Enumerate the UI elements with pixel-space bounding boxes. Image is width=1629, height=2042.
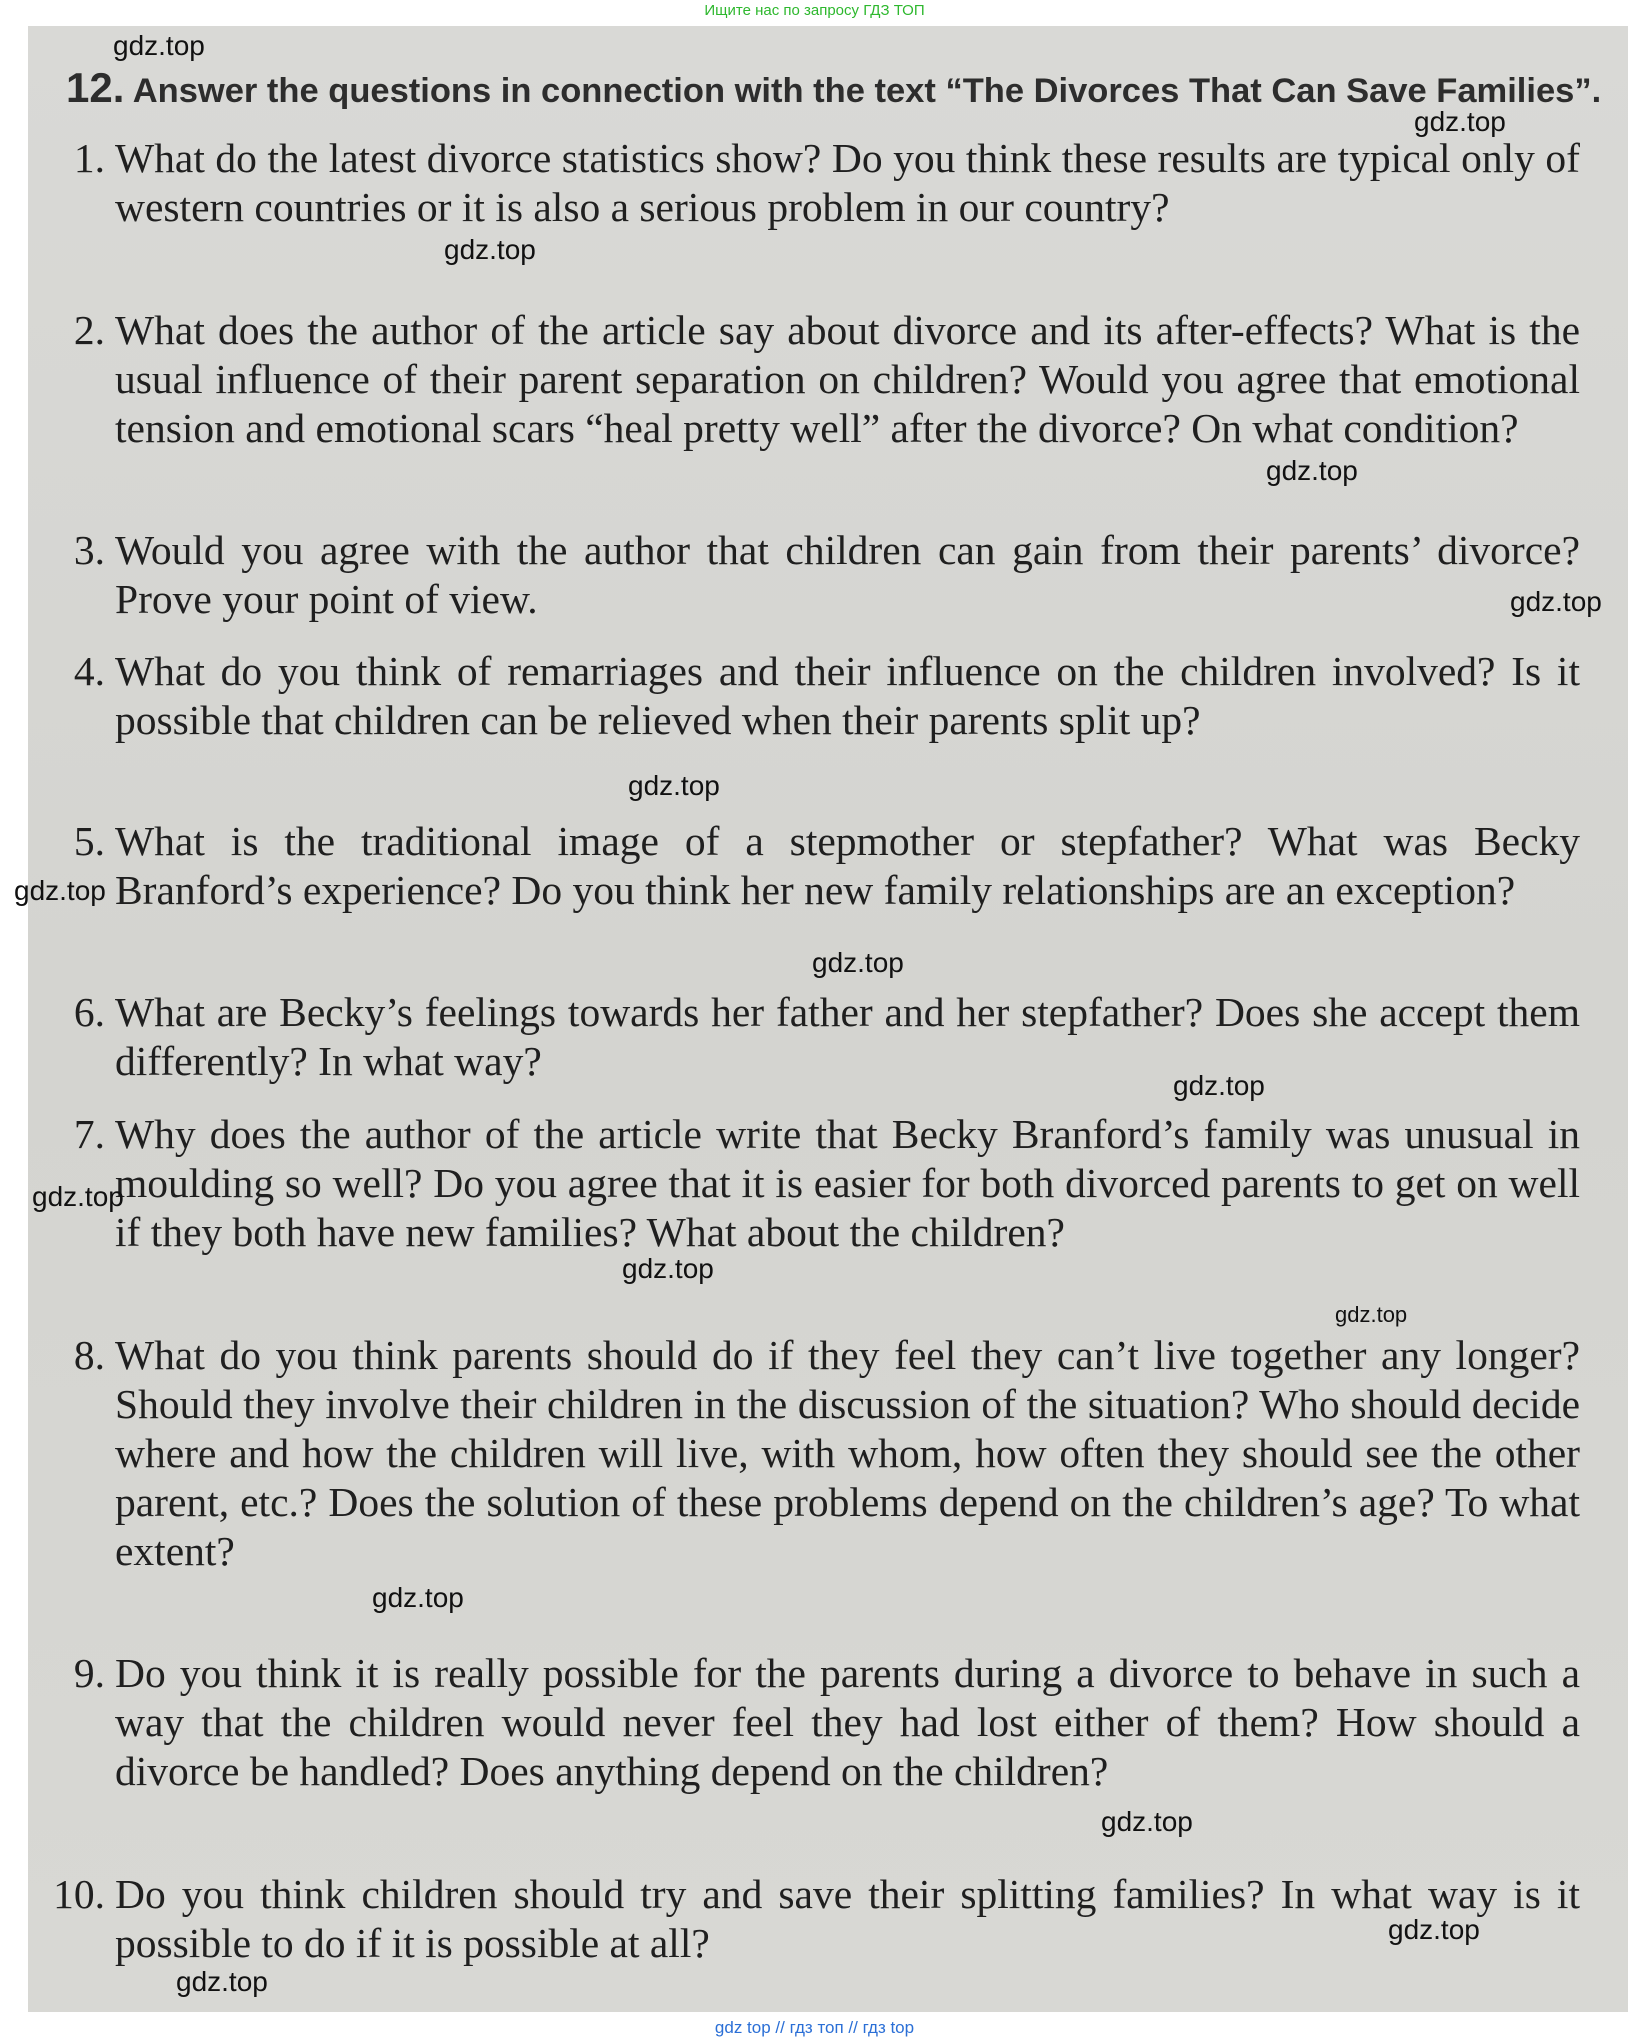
exercise-title: Answer the questions in connection with the text “The Divorces That Can Save Families”. <box>132 72 1602 110</box>
question-10 <box>53 1870 1580 1968</box>
question-number: 2. <box>73 307 105 353</box>
watermark: gdz.top <box>14 875 106 906</box>
watermark: gdz.top <box>812 947 904 978</box>
question-number: 1. <box>73 135 105 181</box>
question-text: What does the author of the article say about divorce and its after-effects? What is the usual influence of their parent separation on children? Would you agree that emotional tension and emotional scars “heal pretty well” after the divorce? On what condition? <box>115 307 1580 451</box>
question-number: 3. <box>73 527 105 573</box>
question-number: 7. <box>73 1111 105 1157</box>
watermark: gdz.top <box>113 30 205 61</box>
question-number: 8. <box>73 1332 105 1378</box>
question-number: 4. <box>73 648 105 694</box>
question-text: Would you agree with the author that children can gain from their parents’ divorce? Prove your point of view. <box>115 527 1580 622</box>
top-banner[interactable]: Ищите нас по запросу ГДЗ ТОП <box>704 2 925 19</box>
watermark: gdz.top <box>622 1253 714 1284</box>
watermark: gdz.top <box>1414 106 1506 137</box>
watermark: gdz.top <box>444 234 536 265</box>
question-number: 5. <box>73 818 105 864</box>
watermark: gdz.top <box>1388 1914 1480 1945</box>
watermark: gdz.top <box>1335 1302 1408 1327</box>
question-text: Do you think children should try and save their splitting families? In what way is it possible to do if it is possible at all? <box>115 1871 1580 1966</box>
question-text: What do you think parents should do if they feel they can’t live together any longer? Should they involve their children in the discussion of the situation? Who should decide where and how the children will live, with whom, how often they should see the other parent, etc.? Does the solution of these problems depend on the children’s age? To what extent? <box>115 1332 1580 1574</box>
watermark: gdz.top <box>1101 1806 1193 1837</box>
question-text: What do you think of remarriages and their influence on the children involved? Is it possible that children can be relieved when their parents split up? <box>115 648 1580 743</box>
question-4 <box>73 647 1580 745</box>
watermark: gdz.top <box>628 770 720 801</box>
question-text: What are Becky’s feelings towards her father and her stepfather? Does she accept them differently? In what way? <box>115 989 1580 1084</box>
question-5 <box>73 817 1580 915</box>
exercise-number: 12. <box>66 64 125 111</box>
watermark: gdz.top <box>1510 586 1602 617</box>
watermark: gdz.top <box>372 1582 464 1613</box>
question-6 <box>73 988 1580 1086</box>
question-text: What is the traditional image of a stepmother or stepfather? What was Becky Branford’s experience? Do you think her new family relationships are an exception? <box>115 818 1580 913</box>
question-3 <box>73 526 1580 624</box>
question-text: What do the latest divorce statistics show? Do you think these results are typical only of western countries or it is also a serious problem in our country? <box>115 135 1580 230</box>
question-9 <box>73 1649 1580 1796</box>
question-8 <box>73 1331 1580 1576</box>
question-2 <box>73 306 1580 453</box>
question-1 <box>73 134 1580 232</box>
watermark: gdz.top <box>1173 1070 1265 1101</box>
exercise-heading <box>66 64 1602 115</box>
question-number: 10. <box>53 1871 105 1917</box>
question-number: 9. <box>73 1650 105 1696</box>
watermark: gdz.top <box>32 1181 124 1212</box>
question-text: Do you think it is really possible for the parents during a divorce to behave in such a way that the children would never feel they had lost either of them? How should a divorce be handled? Does anything depend on the children? <box>115 1650 1580 1794</box>
watermark: gdz.top <box>176 1966 268 1997</box>
question-number: 6. <box>73 989 105 1035</box>
bottom-banner[interactable]: gdz top // гдз топ // гдз top <box>0 2014 1629 2042</box>
watermark: gdz.top <box>1266 455 1358 486</box>
question-text: Why does the author of the article write that Becky Branford’s family was unusual in moulding so well? Do you agree that it is easier for both divorced parents to get on well if they both have new families? What about the children? <box>115 1111 1580 1255</box>
